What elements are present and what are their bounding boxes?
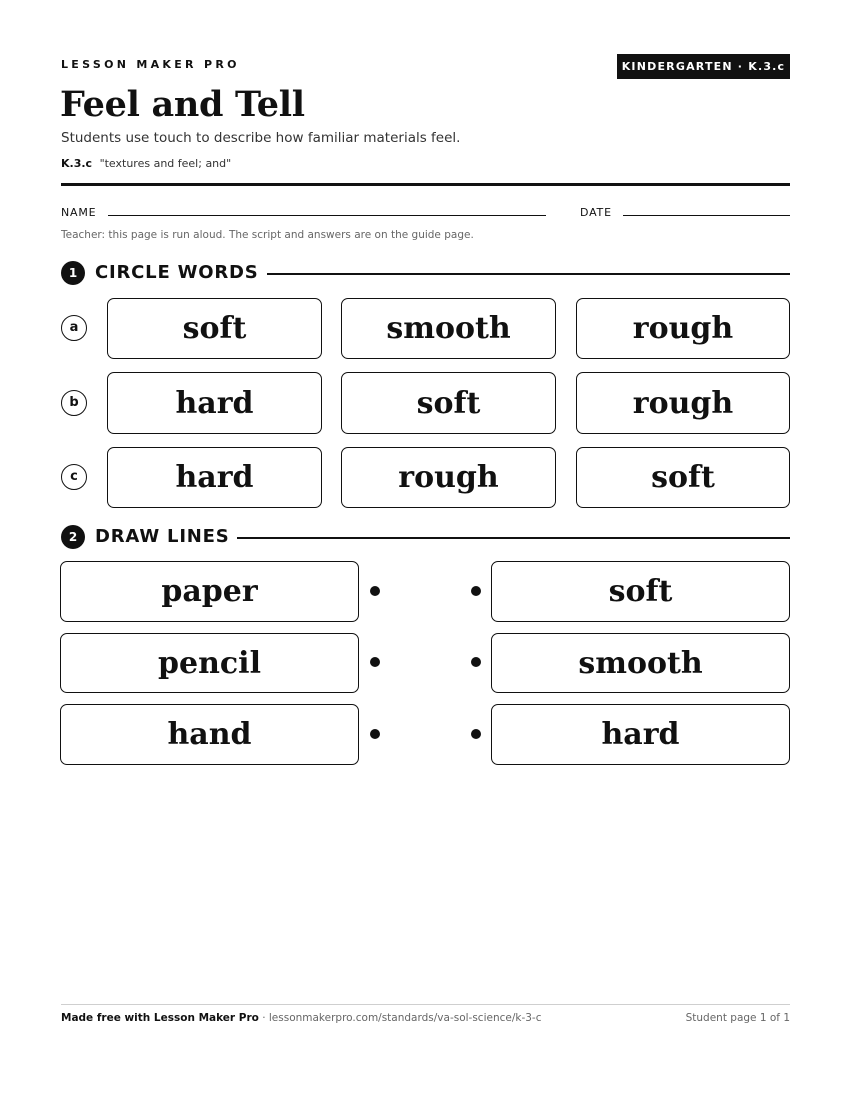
page-indicator: Student page 1 of 1 <box>685 1012 790 1024</box>
date-label: DATE <box>580 206 612 219</box>
section-rule <box>267 273 790 275</box>
row-label-a: a <box>61 315 87 341</box>
word-choice-b3[interactable]: rough <box>576 372 790 434</box>
match-item-right-2[interactable]: smooth <box>491 633 790 693</box>
match-item-left-1[interactable]: paper <box>60 561 359 622</box>
name-label: NAME <box>61 206 97 219</box>
section-number: 1 <box>61 261 85 285</box>
word-choice-b2[interactable]: soft <box>341 372 556 434</box>
word-choice-c2[interactable]: rough <box>341 447 556 508</box>
worksheet-title: Feel and Tell <box>60 84 305 125</box>
footer-separator: · <box>258 1012 269 1024</box>
teacher-note: Teacher: this page is run aloud. The script and answers are on the guide page. <box>61 229 474 241</box>
footer-brand: Made free with Lesson Maker Pro <box>61 1012 259 1024</box>
footer-credit <box>61 1012 542 1024</box>
word-choice-a1[interactable]: soft <box>107 298 322 359</box>
match-item-left-3[interactable]: hand <box>60 704 359 765</box>
word-choice-c1[interactable]: hard <box>107 447 322 508</box>
section-rule <box>237 537 790 539</box>
date-field[interactable] <box>623 215 790 216</box>
section-circle-words-header <box>61 261 790 285</box>
word-choice-a3[interactable]: rough <box>576 298 790 359</box>
footer-divider <box>61 1004 790 1005</box>
match-item-right-3[interactable]: hard <box>491 704 790 765</box>
name-field[interactable] <box>108 215 546 216</box>
section-title: CIRCLE WORDS <box>95 262 259 283</box>
match-dot-right-2[interactable] <box>471 657 481 667</box>
section-number: 2 <box>61 525 85 549</box>
word-choice-b1[interactable]: hard <box>107 372 322 434</box>
header-divider <box>61 183 790 186</box>
match-dot-left-2[interactable] <box>370 657 380 667</box>
match-dot-right-1[interactable] <box>471 586 481 596</box>
word-choice-a2[interactable]: smooth <box>341 298 556 359</box>
row-label-c: c <box>61 464 87 490</box>
match-item-right-1[interactable]: soft <box>491 561 790 622</box>
match-item-left-2[interactable]: pencil <box>60 633 359 693</box>
standard-line <box>61 157 231 170</box>
word-choice-c3[interactable]: soft <box>576 447 790 508</box>
footer-url[interactable]: lessonmakerpro.com/standards/va-sol-science/k-3-c <box>268 1012 542 1024</box>
standard-text: "textures and feel; and" <box>99 157 232 170</box>
match-dot-right-3[interactable] <box>471 729 481 739</box>
grade-badge: KINDERGARTEN · K.3.c <box>617 54 790 79</box>
worksheet-subtitle: Students use touch to describe how familiar materials feel. <box>61 130 461 146</box>
match-dot-left-3[interactable] <box>370 729 380 739</box>
brand-name: LESSON MAKER PRO <box>61 58 240 71</box>
match-dot-left-1[interactable] <box>370 586 380 596</box>
standard-code: K.3.c <box>61 157 93 170</box>
section-title: DRAW LINES <box>95 526 230 547</box>
row-label-b: b <box>61 390 87 416</box>
section-draw-lines-header <box>61 525 790 549</box>
